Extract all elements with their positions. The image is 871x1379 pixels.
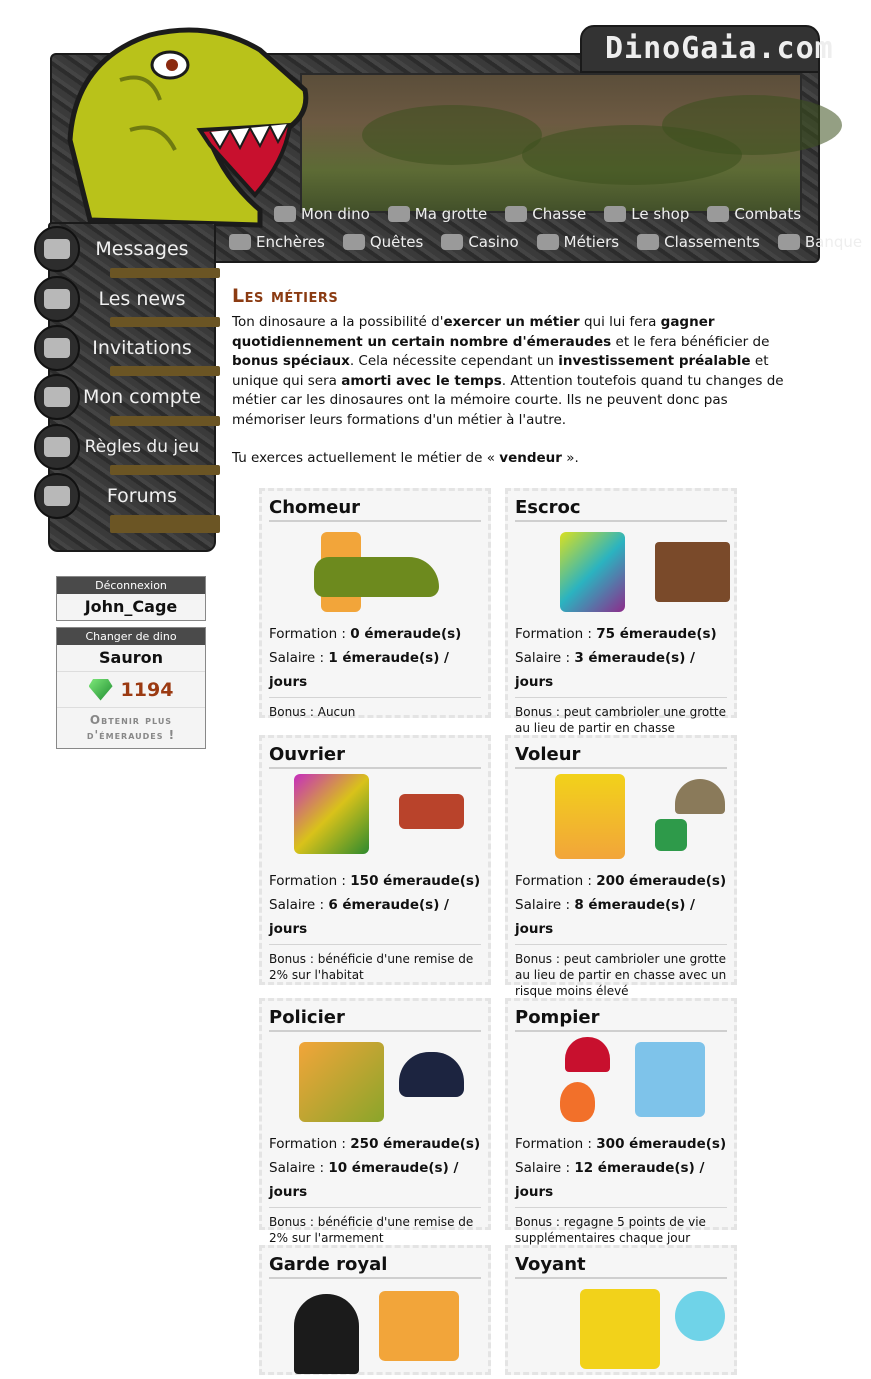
job-card-voleur[interactable]: Voleur Formation : 200 émeraude(s) Salaire : 8 émeraude(s) / jours Bonus : peut cambrioler une grotte au lieu de partir en chasse avec un risque moins élevé xyxy=(505,735,737,985)
dino-icon xyxy=(580,1289,660,1369)
emerald-icon xyxy=(89,679,113,701)
market-stall-icon xyxy=(655,542,730,602)
emerald-icon xyxy=(655,819,687,851)
pterodactyl-icon xyxy=(635,1042,705,1117)
job-illustration xyxy=(269,1032,481,1132)
dino-icon xyxy=(555,774,625,859)
username: John_Cage xyxy=(84,597,178,616)
logout-link[interactable]: Déconnexion xyxy=(57,577,205,594)
envelope-icon xyxy=(44,239,70,259)
site-title[interactable]: DinoGaia.com xyxy=(605,31,834,66)
quest-icon xyxy=(343,234,365,250)
job-card-pompier[interactable]: Pompier Formation : 300 émeraude(s) Salaire : 12 émeraude(s) / jours Bonus : regagne 5 points de vie supplémentaires chaque jour xyxy=(505,998,737,1230)
fire-icon xyxy=(560,1082,595,1122)
tools-icon xyxy=(537,234,559,250)
current-job-text: Tu exerces actuellement le métier de « vendeur ». xyxy=(232,450,579,466)
cart-icon xyxy=(604,206,626,222)
trex-logo-icon[interactable] xyxy=(60,20,320,230)
trophy-icon xyxy=(637,234,659,250)
nav-combats[interactable]: Combats xyxy=(698,202,810,226)
dino-icon xyxy=(274,206,296,222)
nav-ma-grotte[interactable]: Ma grotte xyxy=(379,202,496,226)
emerald-count: 1194 xyxy=(120,678,174,701)
cards-icon xyxy=(441,234,463,250)
sidebar-item-mon-compte[interactable]: Mon compte xyxy=(34,372,218,422)
sidebar-item-invitations[interactable]: Invitations xyxy=(34,323,218,373)
job-illustration xyxy=(515,1032,727,1132)
chat-bubbles-icon xyxy=(44,338,70,358)
nav-banque[interactable]: Banque xyxy=(769,230,871,254)
main-nav-secondary xyxy=(220,230,871,254)
auction-icon xyxy=(229,234,251,250)
trowel-icon xyxy=(399,794,464,829)
diamond-icon xyxy=(778,234,800,250)
nav-le-shop[interactable]: Le shop xyxy=(595,202,698,226)
dino-icon xyxy=(294,774,369,854)
dino-box xyxy=(56,627,206,749)
user-icon xyxy=(44,387,70,407)
main-content xyxy=(232,285,802,466)
page-title: Les métiers xyxy=(232,285,339,307)
cave-icon xyxy=(388,206,410,222)
dino-icon xyxy=(379,1291,459,1361)
intro-text: Ton dinosaure a la possibilité d'exercer un métier qui lui fera gagner quotidiennement un certain nombre d'émeraudes et le fera bénéficier de bonus spéciaux. Cela nécessite cependant un investissement préalable et unique qui sera amorti avec le temps. Attention toutefois quand tu changes de métier car les dinosaures ont la mémoire courte. Ils ne peuvent donc pas mémoriser leurs formations d'un métier à l'autre. xyxy=(232,314,784,428)
account-box xyxy=(56,576,206,621)
sidebar-item-forums[interactable]: Forums xyxy=(34,471,218,521)
scroll-icon xyxy=(44,437,70,457)
nav-metiers[interactable]: Métiers xyxy=(528,230,628,254)
nav-mon-dino[interactable]: Mon dino xyxy=(265,202,379,226)
nav-quetes[interactable]: Quêtes xyxy=(334,230,432,254)
dino-name: Sauron xyxy=(57,645,205,672)
emerald-balance xyxy=(57,672,205,708)
nav-classements[interactable]: Classements xyxy=(628,230,769,254)
nav-casino[interactable]: Casino xyxy=(432,230,527,254)
sidebar-item-regles[interactable]: Règles du jeu xyxy=(34,422,218,472)
sidebar-item-news[interactable]: Les news xyxy=(34,274,218,324)
job-card-escroc[interactable]: Escroc Formation : 75 émeraude(s) Salaire : 3 émeraude(s) / jours Bonus : peut cambrioler une grotte au lieu de partir en chasse xyxy=(505,488,737,718)
main-nav-primary xyxy=(265,202,810,226)
job-card-chomeur[interactable]: Chomeur Formation : 0 émeraude(s) Salaire : 1 émeraude(s) / jours Bonus : Aucun xyxy=(259,488,491,718)
job-illustration xyxy=(269,522,481,622)
nav-chasse[interactable]: Chasse xyxy=(496,202,595,226)
combat-icon xyxy=(707,206,729,222)
job-illustration xyxy=(269,1279,481,1379)
crocodile-icon xyxy=(314,557,439,597)
change-dino-link[interactable]: Changer de dino xyxy=(57,628,205,645)
building-icon xyxy=(44,486,70,506)
hunt-icon xyxy=(505,206,527,222)
jungle-banner xyxy=(300,73,802,213)
dino-icon xyxy=(299,1042,384,1122)
job-card-ouvrier[interactable]: Ouvrier Formation : 150 émeraude(s) Salaire : 6 émeraude(s) / jours Bonus : bénéficie d'une remise de 2% sur l'habitat xyxy=(259,735,491,985)
job-illustration xyxy=(269,769,481,869)
job-card-voyant[interactable]: Voyant xyxy=(505,1245,737,1375)
cave-icon xyxy=(675,779,725,814)
side-menu xyxy=(48,222,216,552)
police-cap-icon xyxy=(399,1052,464,1097)
crystal-ball-icon xyxy=(675,1291,725,1341)
job-card-garde-royal[interactable]: Garde royal xyxy=(259,1245,491,1375)
job-illustration xyxy=(515,1279,727,1379)
newspaper-icon xyxy=(44,289,70,309)
buy-emeralds-link[interactable]: Obtenir plus d'émeraudes ! xyxy=(86,713,176,742)
job-illustration xyxy=(515,522,727,622)
firefighter-helmet-icon xyxy=(565,1037,610,1072)
sidebar-item-messages[interactable]: Messages xyxy=(34,224,218,274)
job-card-policier[interactable]: Policier Formation : 250 émeraude(s) Salaire : 10 émeraude(s) / jours Bonus : bénéficie d'une remise de 2% sur l'armement xyxy=(259,998,491,1230)
dino-icon xyxy=(560,532,625,612)
job-illustration xyxy=(515,769,727,869)
nav-encheres[interactable]: Enchères xyxy=(220,230,334,254)
royal-guard-helmet-icon xyxy=(294,1294,359,1374)
